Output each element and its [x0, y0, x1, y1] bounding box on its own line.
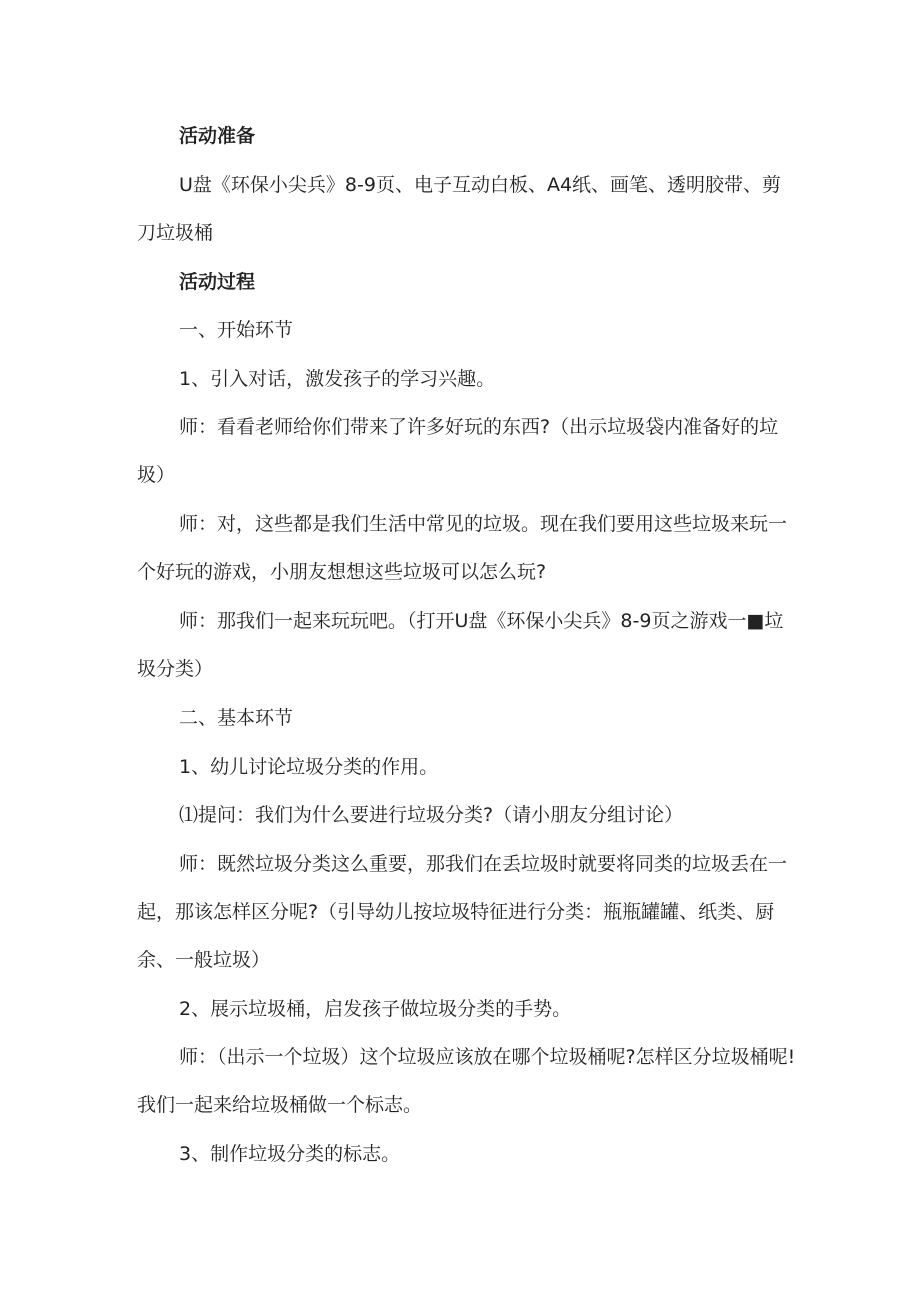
question-why-classify: ⑴提问：我们为什么要进行垃圾分类?（请小朋友分组讨论）: [179, 804, 684, 826]
teacher-line-which-bin: 师：（出示一个垃圾）这个垃圾应该放在哪个垃圾桶呢?怎样区分垃圾桶呢!我们一起来给垃圾桶做一个标志。: [137, 1046, 796, 1116]
teacher-line-show-garbage: 师：看看老师给你们带来了许多好玩的东西?（出示垃圾袋内准备好的垃圾）: [137, 416, 779, 486]
teacher-line-open-game: 师：那我们一起来玩玩吧。（打开U盘《环保小尖兵》8-9页之游戏一■垃圾分类）: [137, 610, 784, 680]
preparation-materials: U盘《环保小尖兵》8-9页、电子互动白板、A4纸、画笔、透明胶带、剪刀垃圾桶: [137, 174, 782, 244]
heading-activity-preparation: 活动准备: [179, 125, 256, 147]
section-basic-stage: 二、基本环节: [179, 707, 294, 729]
step-make-signs: 3、制作垃圾分类的标志。: [179, 1143, 401, 1165]
heading-activity-process: 活动过程: [179, 271, 256, 293]
step-discuss-classification: 1、幼儿讨论垃圾分类的作用。: [179, 756, 439, 778]
section-start-stage: 一、开始环节: [179, 319, 294, 341]
teacher-line-common-garbage: 师：对，这些都是我们生活中常见的垃圾。现在我们要用这些垃圾来玩一个好玩的游戏，小朋友想想这些垃圾可以怎么玩?: [137, 513, 788, 583]
step-introduce-dialogue: 1、引入对话，激发孩子的学习兴趣。: [179, 368, 496, 390]
teacher-line-how-to-sort: 师：既然垃圾分类这么重要，那我们在丢垃圾时就要将同类的垃圾丢在一起，那该怎样区分呢?（引导幼儿按垃圾特征进行分类：瓶瓶罐罐、纸类、厨余、一般垃圾）: [137, 853, 788, 971]
step-show-bins: 2、展示垃圾桶，启发孩子做垃圾分类的手势。: [179, 998, 572, 1020]
